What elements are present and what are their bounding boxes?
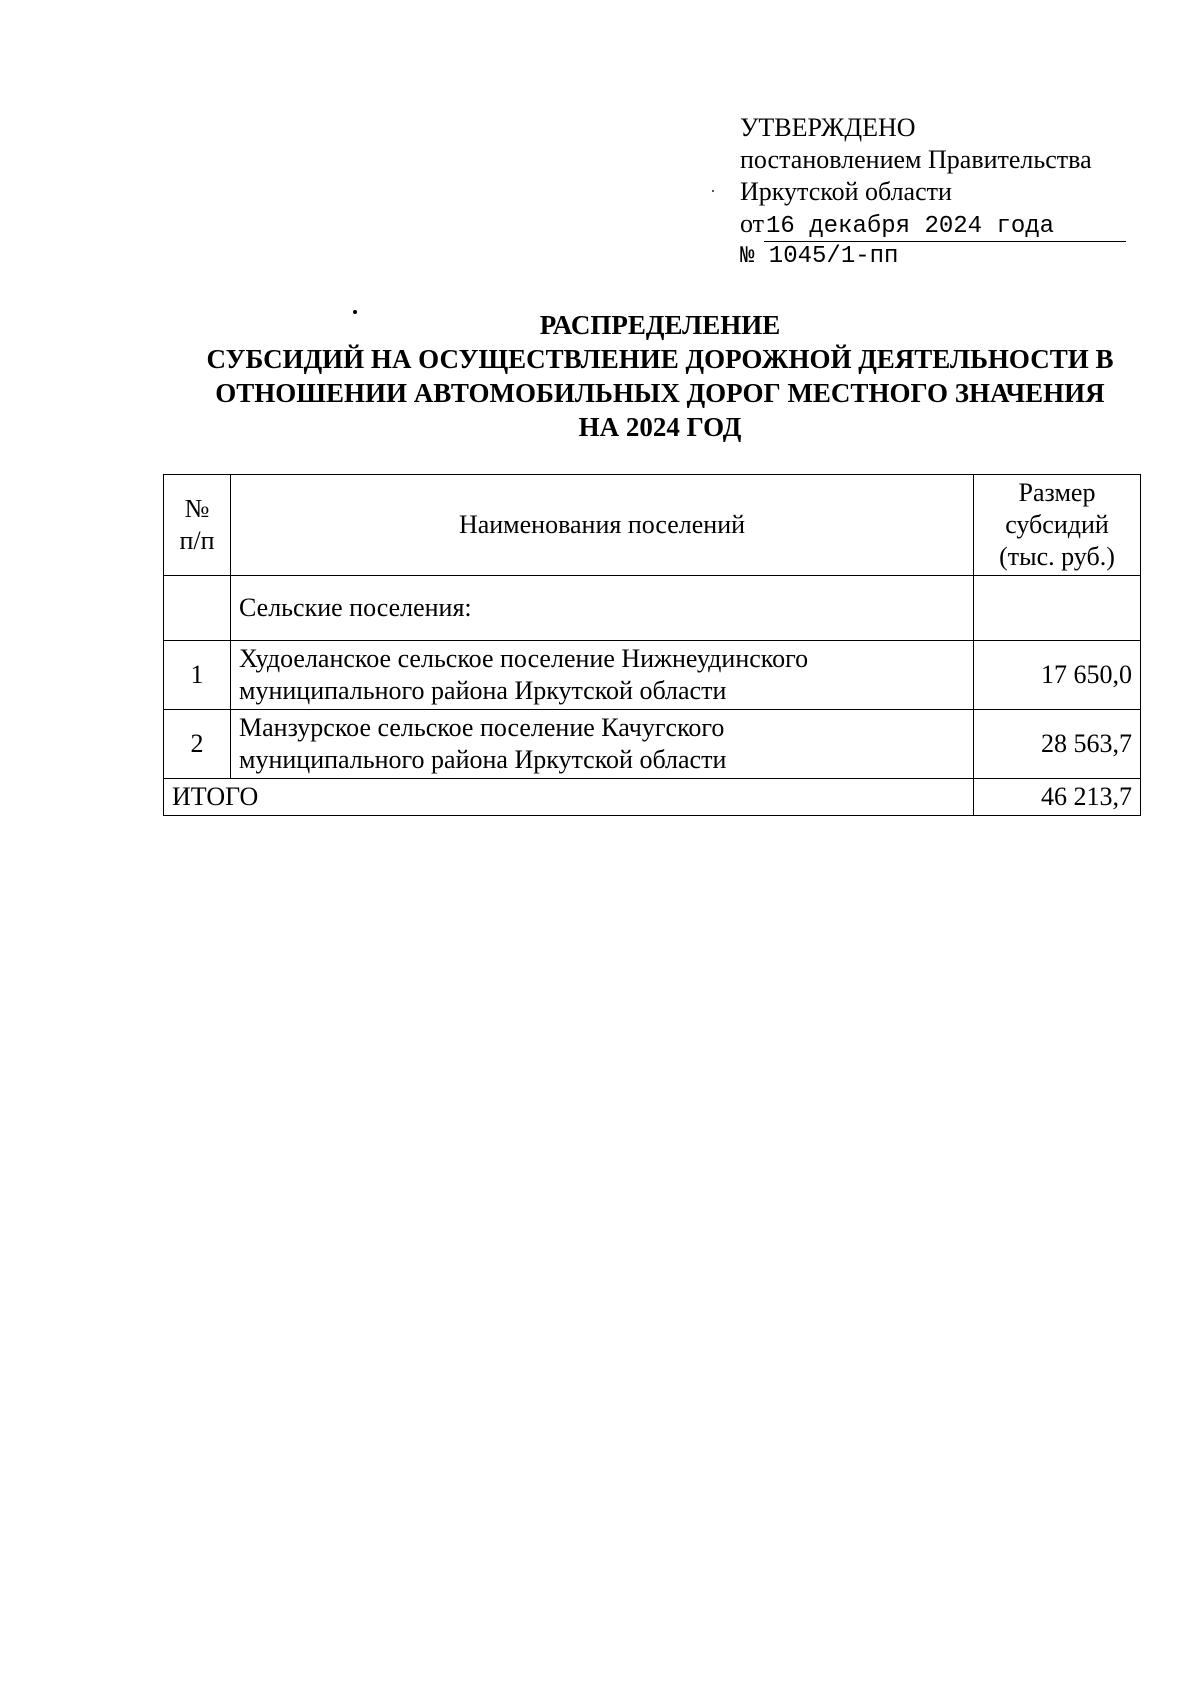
table-row [164,641,1141,710]
title-line-2: СУБСИДИЙ НА ОСУЩЕСТВЛЕНИЕ ДОРОЖНОЙ ДЕЯТЕЛЬНОСТИ В [206,344,1114,374]
section-row [164,576,1141,641]
approval-date-line [740,208,1130,242]
table-header-row [164,475,1141,576]
row-name-line-2: муниципального района Иркутской области [239,676,727,705]
section-label: Сельские поселения: [231,576,974,641]
total-row [164,779,1141,816]
header-sum-line-2: субсидий [1005,510,1109,539]
row-name [231,710,974,779]
section-sum-cell [974,576,1141,641]
header-number [164,475,231,576]
header-number-abbr: п/п [179,526,215,555]
table-row [164,710,1141,779]
total-sum: 46 213,7 [974,779,1141,816]
title-line-1: РАСПРЕДЕЛЕНИЕ [539,310,781,340]
header-number-sign: № [184,494,210,523]
row-sum: 28 563,7 [974,710,1141,779]
header-sum-line-3: (тыс. руб.) [999,542,1115,571]
header-name: Наименования поселений [231,475,974,576]
row-sum: 17 650,0 [974,641,1141,710]
header-sum [974,475,1141,576]
row-name [231,641,974,710]
row-name-line-2: муниципального района Иркутской области [239,745,727,774]
total-label: ИТОГО [164,779,974,816]
row-name-line-1: Худоеланское сельское поселение Нижнеудинского [239,644,809,673]
approval-date: 16 декабря 2024 года [764,213,1126,242]
section-number-cell [164,576,231,641]
row-number: 2 [164,710,231,779]
header-sum-line-1: Размер [1018,478,1096,507]
approval-block [740,112,1130,272]
title-line-4: НА 2024 ГОД [578,412,742,442]
row-number: 1 [164,641,231,710]
title-line-3: ОТНОШЕНИИ АВТОМОБИЛЬНЫХ ДОРОГ МЕСТНОГО ЗНАЧЕНИЯ [215,378,1105,408]
document-title [150,308,1170,444]
approved-heading: УТВЕРЖДЕНО [740,113,916,142]
scan-speck [712,190,714,192]
subsidy-table [163,474,1141,816]
approval-date-prefix: от [740,209,765,238]
approval-resolution-line: постановлением Правительства [740,145,1092,174]
approval-region-line: Иркутской области [740,177,952,206]
approval-number: № 1045/1-пп [740,243,899,270]
row-name-line-1: Манзурское сельское поселение Качугского [239,713,725,742]
